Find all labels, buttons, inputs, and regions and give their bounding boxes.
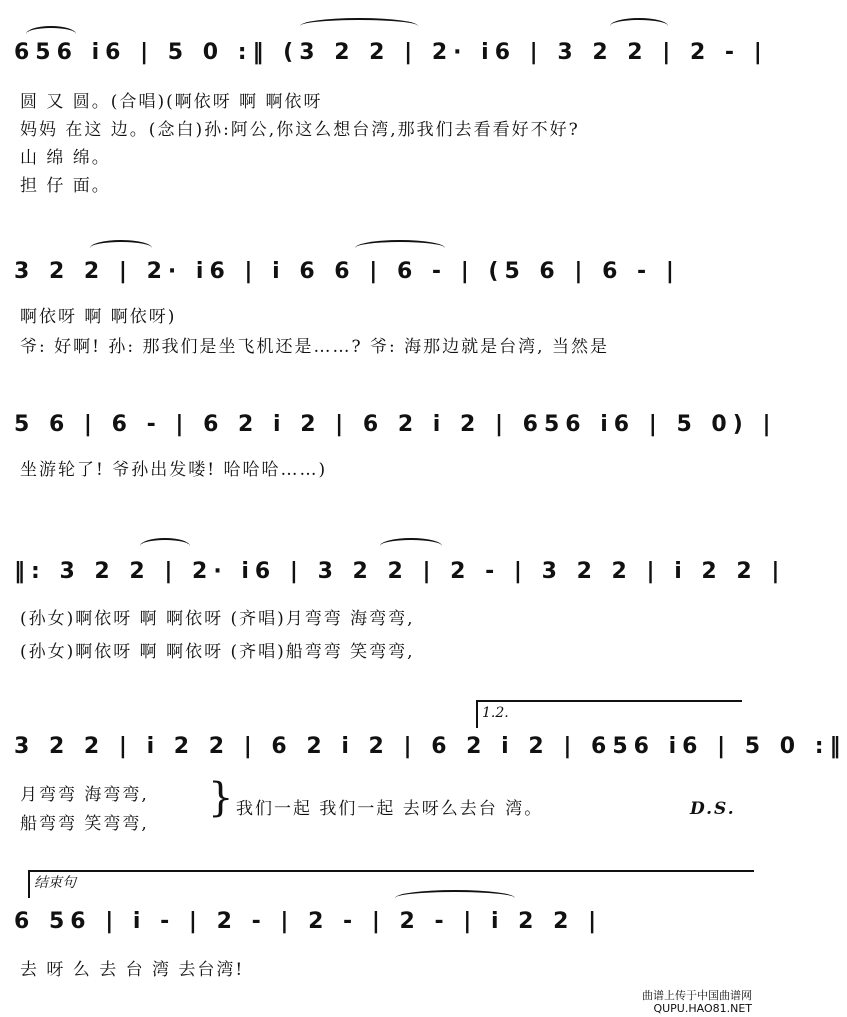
lyric-line: (孙女)啊依呀 啊 啊依呀 (齐唱)船弯弯 笑弯弯, <box>20 642 415 662</box>
lyric-line: 去 呀 么 去 台 湾 去台湾! <box>20 960 245 980</box>
lyric-line: 月弯弯 海弯弯, <box>20 785 149 805</box>
lyric-line: 妈妈 在这 边。(念白)孙:阿公,你这么想台湾,那我们去看看好不好? <box>20 120 580 140</box>
music-line-2 <box>14 253 746 289</box>
slur <box>300 18 418 34</box>
volta-bracket <box>476 700 742 728</box>
notation-line: 6 56 | i - | 2 - | 2 - | 2 - | i 2 2 | <box>14 908 603 934</box>
notation-line: ‖: 3 2 2 | 2· i6 | 3 2 2 | 2 - | 3 2 2 | i 2 2 | <box>14 558 786 584</box>
lyric-line: 山 绵 绵。 <box>20 148 111 168</box>
lyric-line: 担 仔 面。 <box>20 176 111 196</box>
lyric-line: 圆 又 圆。(合唱)(啊依呀 啊 啊依呀 <box>20 92 323 112</box>
site-watermark <box>642 989 752 1015</box>
lyric-line: 坐游轮了! 爷孙出发喽! 哈哈哈……) <box>20 460 328 480</box>
lyric-line: (孙女)啊依呀 啊 啊依呀 (齐唱)月弯弯 海弯弯, <box>20 609 415 629</box>
slur <box>140 538 190 554</box>
music-line-6 <box>14 903 746 939</box>
watermark-line-1: 曲谱上传于中国曲谱网 <box>642 989 752 1002</box>
slur <box>380 538 442 554</box>
music-line-4 <box>14 553 786 589</box>
ending-label: 结束句 <box>34 875 76 891</box>
music-line-5 <box>14 728 847 764</box>
ending-bracket <box>28 870 754 898</box>
notation-line: 5 6 | 6 - | 6 2 i 2 | 6 2 i 2 | 656 i6 | 5 0) | <box>14 411 777 437</box>
slur <box>90 240 152 256</box>
slur <box>395 890 515 906</box>
volta-label: 1.2. <box>482 705 509 721</box>
notation-line: 3 2 2 | 2· i6 | i 6 6 | 6 - | (5 6 | 6 - | <box>14 258 680 284</box>
lyric-line: 船弯弯 笑弯弯, <box>20 814 149 834</box>
lyric-line: 爷: 好啊! 孙: 那我们是坐飞机还是……? 爷: 海那边就是台湾, 当然是 <box>20 337 609 357</box>
music-line-3 <box>14 406 777 442</box>
notation-line: 3 2 2 | i 2 2 | 6 2 i 2 | 6 2 i 2 | 656 i6 | 5 0 :‖ <box>14 733 847 759</box>
watermark-line-2: QUPU.HAO81.NET <box>653 1002 752 1015</box>
slur <box>610 18 668 34</box>
lyric-line: 啊依呀 啊 啊依呀) <box>20 307 177 327</box>
lyric-brace: } <box>208 775 234 821</box>
slur <box>26 26 76 42</box>
ds-marking: D.S. <box>690 799 736 819</box>
music-line-1 <box>14 34 768 70</box>
slur <box>355 240 445 256</box>
shared-lyric-line: 我们一起 我们一起 去呀么去台 湾。 <box>236 799 544 819</box>
notation-line: 656 i6 | 5 0 :‖ (3 2 2 | 2· i6 | 3 2 2 | 2 - | <box>14 39 768 65</box>
